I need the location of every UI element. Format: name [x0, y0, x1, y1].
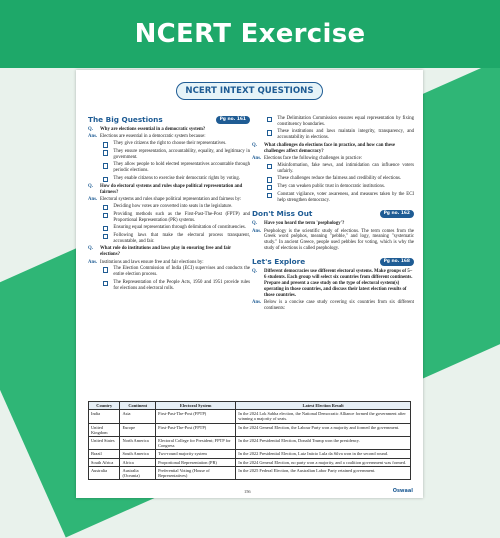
- right-items-3: [252, 269, 414, 312]
- table-cell: Electoral College for President; FPTP for Congress: [156, 437, 236, 450]
- table-row: [89, 466, 411, 479]
- table-cell: First-Past-The-Post (FPTP): [156, 423, 236, 436]
- bullet-text: Following laws that make the electoral process transparent, accountable, and fair.: [113, 232, 250, 244]
- question-text: How do electoral systems and rules shape political representation and fairness?: [100, 183, 243, 195]
- right-items: [252, 116, 414, 204]
- answer-text: Institutions and laws ensure free and fair elections by:: [100, 259, 204, 265]
- table-header: Electoral System: [156, 402, 236, 410]
- table-cell: In the 2024 Lok Sabha election, the National Democratic Alliance formed the government after winning a majority of seats.: [236, 410, 411, 423]
- bullet-item: [264, 176, 414, 182]
- checkbox-bullet-icon: [267, 193, 272, 198]
- table-cell: North America: [120, 437, 156, 450]
- question-label: Q.: [252, 221, 257, 227]
- bullet-item: [100, 204, 250, 210]
- checkbox-bullet-icon: [267, 117, 272, 122]
- question-text: Why are elections essential in a democratic system?: [100, 126, 206, 132]
- question-label: Q.: [252, 142, 257, 148]
- checkbox-bullet-icon: [267, 130, 272, 135]
- question: [252, 269, 414, 299]
- table-header: Country: [89, 402, 120, 410]
- table-cell: Asia: [120, 410, 156, 423]
- table-cell: In the 2024 General Election, the Labour Party won a majority and formed the government.: [236, 423, 411, 436]
- bullet-text: They can weaken public trust in democratic institutions.: [277, 184, 386, 190]
- case-study-table: [88, 401, 411, 480]
- answer-label: Ans.: [88, 196, 98, 202]
- answer-text: Elections are essential in a democratic system because:: [100, 134, 206, 140]
- page-header: [176, 82, 323, 100]
- checkbox-bullet-icon: [267, 177, 272, 182]
- bullet-text: Deciding how votes are converted into seats in the legislature.: [113, 203, 233, 209]
- table-cell: South Africa: [89, 458, 120, 466]
- section-header: [88, 116, 250, 124]
- page-footer: [76, 488, 423, 498]
- question-text: Have you heard the term 'psephology'?: [264, 221, 345, 227]
- question-label: Q.: [252, 269, 257, 275]
- checkbox-bullet-icon: [103, 234, 108, 239]
- bullet-text: They ensure representation, accountability, equality, and legitimacy in government.: [113, 149, 250, 161]
- table-cell: In the 2025 Federal Election, the Australian Labor Party retained government.: [236, 466, 411, 479]
- table-cell: Australia (Oceania): [120, 466, 156, 479]
- table-body: [89, 410, 411, 480]
- bullet-text: They enable citizens to exercise their democratic rights by voting.: [113, 175, 240, 181]
- question: [252, 143, 414, 155]
- question-text: What role do institutions and laws play in ensuring free and fair elections?: [100, 246, 232, 258]
- question-label: Q.: [88, 246, 93, 252]
- checkbox-bullet-icon: [103, 177, 108, 182]
- bullet-item: [100, 266, 250, 278]
- bullet-item: [100, 225, 250, 231]
- bullet-text: Ensuring equal representation through delimitation of constituencies.: [113, 225, 246, 231]
- table-cell: Preferential Voting (House of Representatives): [156, 466, 236, 479]
- section-title: Let's Explore: [252, 257, 306, 267]
- bullet-text: These institutions and laws maintain integrity, transparency, and accountability in elections.: [277, 129, 414, 141]
- right-items-2: [252, 221, 414, 252]
- answer-text: Elections face the following challenges in practice:: [264, 155, 363, 161]
- answer: [88, 197, 250, 203]
- question: [88, 184, 250, 196]
- bullet-text: Constant vigilance, voter awareness, and measures taken by the ECI help strengthen democracy.: [277, 191, 414, 203]
- table-cell: Africa: [120, 458, 156, 466]
- table-header-row: [89, 402, 411, 410]
- answer-text: Electoral systems and rules shape political representation and fairness by:: [100, 196, 242, 202]
- checkbox-bullet-icon: [267, 164, 272, 169]
- page-ref-badge: Pg no. 168: [380, 258, 414, 266]
- checkbox-bullet-icon: [267, 185, 272, 190]
- table-header: Continent: [120, 402, 156, 410]
- answer: [88, 260, 250, 266]
- left-items: [88, 127, 250, 292]
- bullet-item: [264, 184, 414, 190]
- answer: [252, 229, 414, 253]
- table-cell: Proportional Representation (PR): [156, 458, 236, 466]
- table-row: [89, 437, 411, 450]
- section-title: Don't Miss Out: [252, 209, 313, 219]
- checkbox-bullet-icon: [103, 163, 108, 168]
- bullet-item: [264, 192, 414, 204]
- bullet-text: The Representation of the People Acts, 1950 and 1951 provide rules for elections and electoral rolls.: [113, 279, 250, 291]
- banner: [0, 0, 500, 68]
- checkbox-bullet-icon: [103, 281, 108, 286]
- table-cell: United States: [89, 437, 120, 450]
- bullet-item: [100, 176, 250, 182]
- left-column: [88, 116, 250, 293]
- bullet-text: They allow people to hold elected representatives accountable through periodic elections.: [113, 162, 250, 174]
- page-number: 156: [244, 489, 251, 494]
- bullet-text: Providing methods such as the First-Past-The-Post (FPTP) and Proportional Representation (PR) systems.: [113, 211, 250, 223]
- checkbox-bullet-icon: [103, 142, 108, 147]
- bullet-item: [100, 233, 250, 245]
- checkbox-bullet-icon: [103, 205, 108, 210]
- answer-label: Ans.: [88, 259, 98, 265]
- banner-title: NCERT Exercise: [134, 19, 366, 49]
- question: [88, 127, 250, 133]
- book-page: [76, 70, 423, 498]
- table-header: Latest Election Result: [236, 402, 411, 410]
- question: [252, 221, 414, 227]
- table-cell: Australia: [89, 466, 120, 479]
- checkbox-bullet-icon: [103, 213, 108, 218]
- answer-label: Ans.: [252, 155, 262, 161]
- answer-label: Ans.: [252, 300, 262, 306]
- section-header: [252, 258, 414, 266]
- checkbox-bullet-icon: [103, 267, 108, 272]
- page-ref-badge: Pg no. 162: [380, 210, 414, 218]
- answer: [252, 300, 414, 312]
- answer: [88, 134, 250, 140]
- bullet-text: Misinformation, fake news, and intimidation can influence voters unfairly.: [277, 162, 414, 174]
- checkbox-bullet-icon: [103, 150, 108, 155]
- page-header-label: NCERT INTEXT QUESTIONS: [185, 86, 314, 96]
- question-text: Different democracies use different electoral systems. Make groups of 5–6 students. Each group will select six countries from different continents. Prepare and present a case study on the type of electoral system(s) operating in those countries, and discuss their latest election results of those countries.: [264, 269, 413, 298]
- table-cell: Brazil: [89, 450, 120, 458]
- right-column: [252, 116, 414, 313]
- bullet-item: [100, 141, 250, 147]
- table-row: [89, 458, 411, 466]
- table-cell: Europe: [120, 423, 156, 436]
- bullet-item: [264, 163, 414, 175]
- table-cell: South America: [120, 450, 156, 458]
- question-label: Q.: [88, 126, 93, 132]
- table-cell: Two-round majority system: [156, 450, 236, 458]
- bullet-text: The Election Commission of India (ECI) supervises and conducts the entire election process.: [113, 266, 250, 278]
- table-row: [89, 410, 411, 423]
- table-row: [89, 423, 411, 436]
- bullet-item: [100, 212, 250, 224]
- bullet-item: [100, 162, 250, 174]
- checkbox-bullet-icon: [103, 226, 108, 231]
- bullet-text: The Delimitation Commission ensures equal representation by fixing constituency boundaries.: [277, 116, 414, 127]
- answer-label: Ans.: [252, 228, 262, 234]
- bullet-item: [264, 129, 414, 141]
- answer-text: Below is a concise case study covering six countries from six different continents:: [264, 300, 414, 312]
- table-cell: In the 2024 General Election, no party won a majority, and a coalition government was formed.: [236, 458, 411, 466]
- answer: [252, 156, 414, 162]
- page-ref-badge: Pg no. 161: [216, 116, 250, 124]
- table-cell: United Kingdom: [89, 423, 120, 436]
- question: [88, 246, 250, 258]
- answer-label: Ans.: [88, 134, 98, 140]
- bullet-text: They give citizens the right to choose their representatives.: [113, 141, 227, 147]
- table-cell: In the 2022 Presidential Election, Luiz Inácio Lula da Silva won in the second round.: [236, 450, 411, 458]
- question-label: Q.: [88, 183, 93, 189]
- table-cell: In the 2024 Presidential Election, Donald Trump won the presidency.: [236, 437, 411, 450]
- table-cell: First-Past-The-Post (FPTP): [156, 410, 236, 423]
- section-header: [252, 210, 414, 218]
- bullet-item: [100, 280, 250, 292]
- brand-logo: Oswaal: [392, 488, 413, 494]
- bullet-text: These challenges reduce the fairness and credibility of elections.: [277, 176, 402, 182]
- bullet-item: [100, 149, 250, 161]
- section-title: The Big Questions: [88, 115, 163, 124]
- question-text: What challenges do elections face in practice, and how can these challenges affect democracy?: [264, 142, 395, 154]
- bullet-item: [264, 116, 414, 128]
- table-row: [89, 450, 411, 458]
- answer-text: Psephology is the scientific study of elections. The term comes from the Greek word psêphos, meaning "pebble," and logy, meaning "systematic study." In ancient Greece, people used pebbles for voting, which is why the study of elections is called psephology.: [264, 228, 414, 252]
- table-cell: India: [89, 410, 120, 423]
